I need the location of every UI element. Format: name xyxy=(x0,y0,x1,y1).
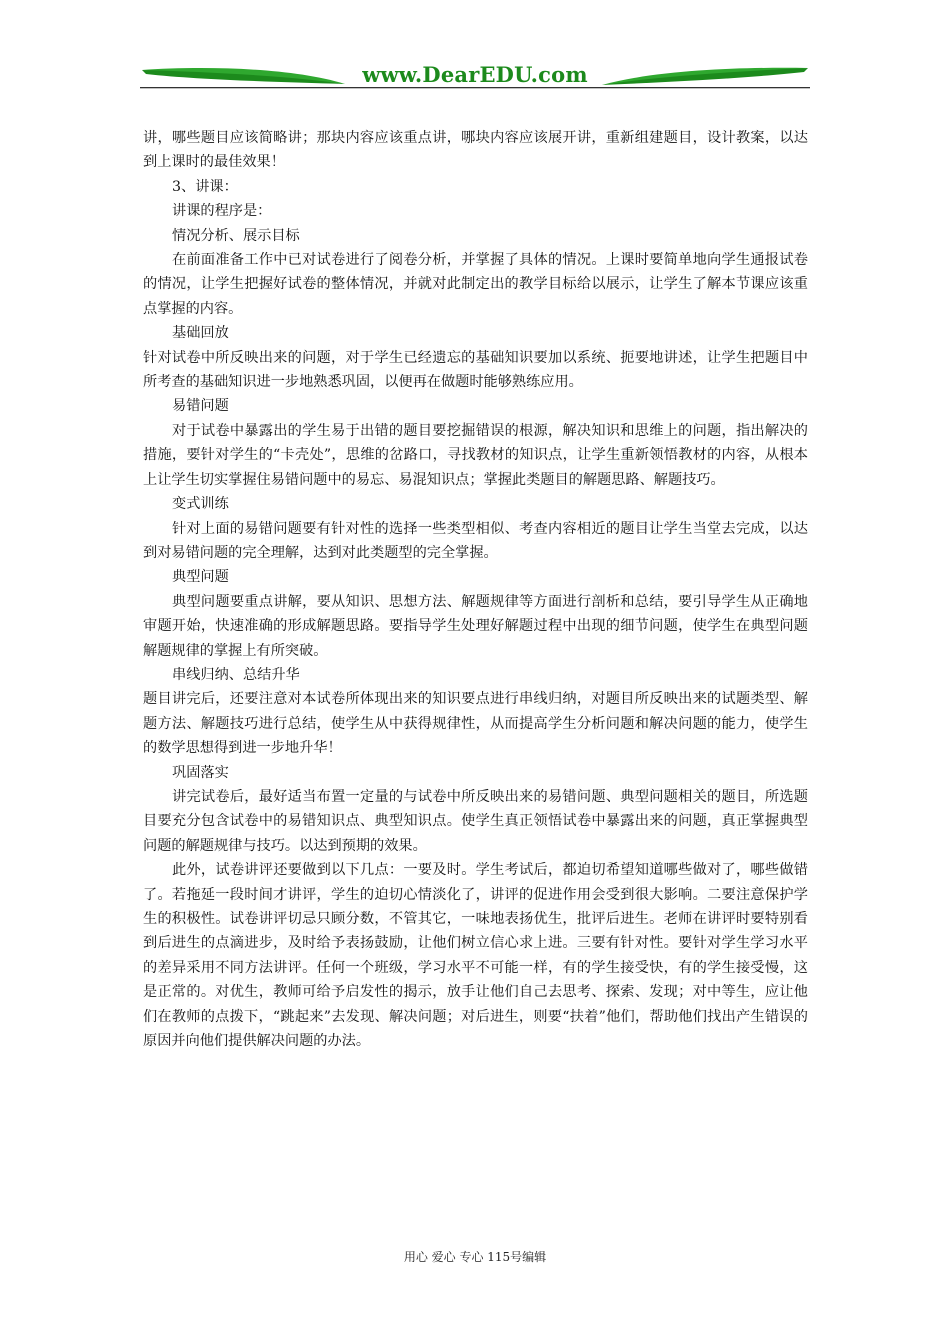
paragraph: 典型问题 xyxy=(172,569,229,586)
site-suffix: EDU.com xyxy=(479,62,588,87)
paragraph: 讲课的程序是： xyxy=(172,203,272,220)
paragraph: 题目讲完后，还要注意对本试卷所体现出来的知识要点进行串线归纳，对题目所反映出来的试题类型、解题方法、解题技巧进行总结，使学生从中获得规律性，从而提高学生分析问题和解决问题的能力，使学生的数学思想得到进一步地升华！ xyxy=(143,691,808,757)
paragraph: 基础回放 xyxy=(172,325,229,342)
paragraph: 3、讲课： xyxy=(172,178,238,195)
paragraph: 在前面准备工作中已对试卷进行了阅卷分析，并掌握了具体的情况。上课时要简单地向学生通报试卷的情况，让学生把握好试卷的整体情况，并就对此制定出的教学目标给以展示，让学生了解本节课应该重点掌握的内容。 xyxy=(143,252,808,317)
paragraph: 典型问题要重点讲解，要从知识、思想方法、解题规律等方面进行剖析和总结，要引导学生从正确地审题开始，快速准确的形成解题思路。要指导学生处理好解题过程中出现的细节问题，使学生在典型问题解题规律的掌握上有所突破。 xyxy=(143,593,808,659)
paragraph: 巩固落实 xyxy=(172,764,229,781)
paragraph: 讲完试卷后，最好适当布置一定量的与试卷中所反映出来的易错问题、典型问题相关的题目，所选题目要充分包含试卷中的易错知识点、典型知识点。使学生真正领悟试卷中暴露出来的问题，真正掌握典型问题的解题规律与技巧。以达到预期的效果。 xyxy=(143,788,808,854)
paragraph: 针对试卷中所反映出来的问题，对于学生已经遗忘的基础知识要加以系统、扼要地讲述，让学生把题目中所考查的基础知识进一步地熟悉巩固，以便再在做题时能够熟练应用。 xyxy=(143,349,808,391)
page-footer: 用心 爱心 专心 115号编辑 xyxy=(403,1250,547,1264)
document-body xyxy=(143,126,808,1053)
page-header xyxy=(140,58,810,92)
site-prefix: www.Dear xyxy=(362,62,480,87)
paragraph: 针对上面的易错问题要有针对性的选择一些类型相似、考查内容相近的题目让学生当堂去完成，以达到对易错问题的完全理解，达到对此类题型的完全掌握。 xyxy=(143,520,808,561)
paragraph: 变式训练 xyxy=(172,496,229,513)
site-logo-text xyxy=(140,62,810,87)
paragraph: 讲，哪些题目应该简略讲；那块内容应该重点讲，哪块内容应该展开讲，重新组建题目，设计教案，以达到上课时的最佳效果！ xyxy=(143,130,808,171)
paragraph: 对于试卷中暴露出的学生易于出错的题目要挖掘错误的根源，解决知识和思维上的问题，指出解决的措施，要针对学生的“卡壳处”，思维的岔路口，寻找教材的知识点，让学生重新领悟教材的内容，从根本上让学生切实掌握住易错问题中的易忘、易混知识点；掌握此类题目的解题思路、解题技巧。 xyxy=(143,422,808,488)
paragraph: 易错问题 xyxy=(172,398,229,415)
paragraph: 情况分析、展示目标 xyxy=(172,227,300,244)
paragraph: 串线归纳、总结升华 xyxy=(172,666,300,683)
paragraph: 此外，试卷讲评还要做到以下几点：一要及时。学生考试后，都迫切希望知道哪些做对了，哪些做错了。若拖延一段时间才讲评，学生的迫切心情淡化了，讲评的促进作用会受到很大影响。二要注意保护学生的积极性。试卷讲评切忌只顾分数，不管其它，一味地表扬优生，批评后进生。老师在讲评时要特别看到后进生的点滴进步，及时给予表扬鼓励，让他们树立信心求上进。三要有针对性。要针对学生学习水平的差异采用不同方法讲评。任何一个班级，学习水平不可能一样，有的学生接受快，有的学生接受慢，这是正常的。对优生，教师可给予启发性的揭示，放手让他们自己去思考、探索、发现；对中等生，应让他们在教师的点拨下，“跳起来”去发现、解决问题；对后进生，则要“扶着”他们，帮助他们找出产生错误的原因并向他们提供解决问题的办法。 xyxy=(143,862,808,1050)
